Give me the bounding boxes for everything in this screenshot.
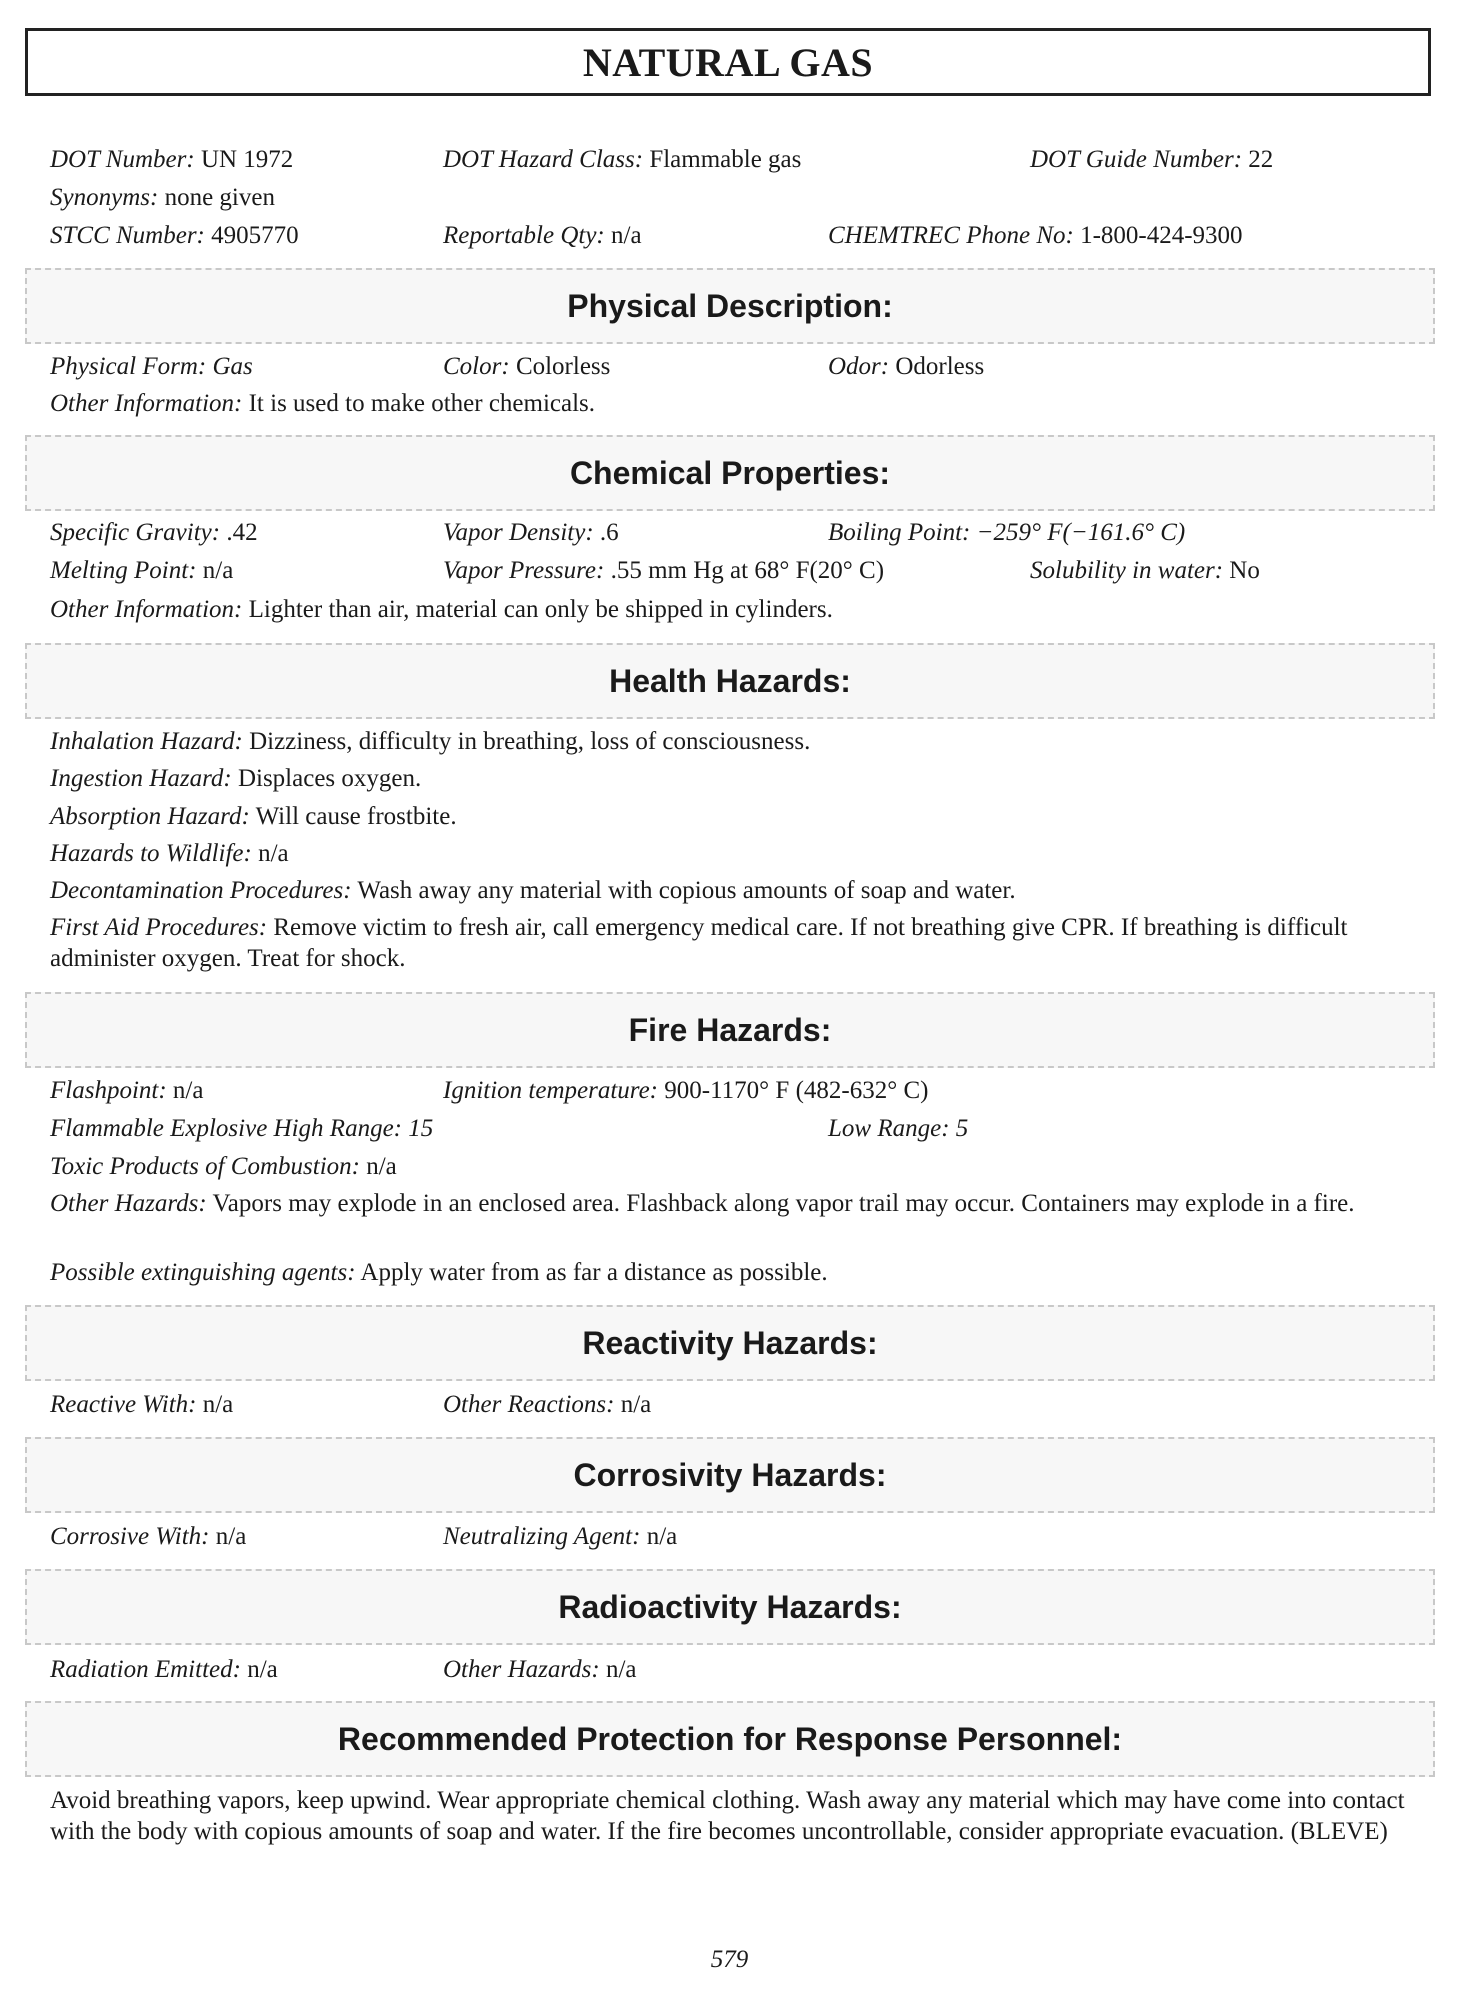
section-health-hazards: Health Hazards: bbox=[25, 643, 1435, 719]
chemtrec-phone: CHEMTREC Phone No: 1-800-424-9300 bbox=[828, 222, 1243, 249]
neutralizing-agent: Neutralizing Agent: n/a bbox=[443, 1523, 678, 1550]
section-fire-hazards: Fire Hazards: bbox=[25, 992, 1435, 1068]
solubility-in-water: Solubility in water: No bbox=[1030, 557, 1260, 584]
ignition-temperature: Ignition temperature: 900-1170° F (482-632° C) bbox=[443, 1077, 929, 1104]
protection-text: Avoid breathing vapors, keep upwind. Wear appropriate chemical clothing. Wash away any material which may have come into contact with the body with copious amounts of soap and water. If the fire becomes uncontrollable, consider appropriate evacuation. (BLEVE) bbox=[50, 1787, 1405, 1845]
dot-hazard-class: DOT Hazard Class: Flammable gas bbox=[443, 146, 802, 173]
section-radioactivity-hazards: Radioactivity Hazards: bbox=[25, 1569, 1435, 1645]
stcc-number: STCC Number: 4905770 bbox=[50, 222, 299, 249]
toxic-products-of-combustion: Toxic Products of Combustion: n/a bbox=[50, 1153, 397, 1180]
section-physical-description: Physical Description: bbox=[25, 268, 1435, 344]
title-box bbox=[25, 28, 1431, 96]
page-number: 579 bbox=[710, 1946, 749, 1973]
hazards-to-wildlife: Hazards to Wildlife: n/a bbox=[50, 840, 289, 867]
other-reactions: Other Reactions: n/a bbox=[443, 1391, 652, 1418]
section-chemical-properties: Chemical Properties: bbox=[25, 435, 1435, 511]
first-aid-procedures: First Aid Procedures: Remove victim to fresh air, call emergency medical care. If not breathing give CPR. If breathing is difficult administer oxygen. Treat for shock. bbox=[50, 914, 1348, 972]
dot-number: DOT Number: UN 1972 bbox=[50, 146, 294, 173]
odor: Odor: Odorless bbox=[828, 353, 985, 380]
flammable-low-range: Low Range: 5 bbox=[828, 1115, 969, 1142]
decontamination-procedures: Decontamination Procedures: Wash away any material with copious amounts of soap and water. bbox=[50, 877, 1016, 904]
section-reactivity-hazards: Reactivity Hazards: bbox=[25, 1305, 1435, 1381]
physical-form: Physical Form: Gas bbox=[50, 353, 253, 380]
fire-other-hazards: Other Hazards: Vapors may explode in an enclosed area. Flashback along vapor trail may occur. Containers may explode in a fire. bbox=[50, 1190, 1355, 1217]
corrosive-with: Corrosive With: n/a bbox=[50, 1523, 247, 1550]
ingestion-hazard: Ingestion Hazard: Displaces oxygen. bbox=[50, 765, 422, 792]
absorption-hazard: Absorption Hazard: Will cause frostbite. bbox=[50, 803, 457, 830]
reactive-with: Reactive With: n/a bbox=[50, 1391, 234, 1418]
synonyms: Synonyms: none given bbox=[50, 184, 275, 211]
document-title: NATURAL GAS bbox=[582, 39, 874, 85]
melting-point: Melting Point: n/a bbox=[50, 557, 234, 584]
boiling-point: Boiling Point: −259° F(−161.6° C) bbox=[828, 519, 1186, 546]
section-corrosivity-hazards: Corrosivity Hazards: bbox=[25, 1437, 1435, 1513]
possible-extinguishing-agents: Possible extinguishing agents: Apply water from as far a distance as possible. bbox=[50, 1259, 828, 1286]
vapor-density: Vapor Density: .6 bbox=[443, 519, 619, 546]
section-recommended-protection: Recommended Protection for Response Personnel: bbox=[25, 1701, 1435, 1777]
chemical-other-information: Other Information: Lighter than air, material can only be shipped in cylinders. bbox=[50, 596, 833, 623]
inhalation-hazard: Inhalation Hazard: Dizziness, difficulty in breathing, loss of consciousness. bbox=[50, 728, 811, 755]
specific-gravity: Specific Gravity: .42 bbox=[50, 519, 258, 546]
vapor-pressure: Vapor Pressure: .55 mm Hg at 68° F(20° C) bbox=[443, 557, 885, 584]
radiation-emitted: Radiation Emitted: n/a bbox=[50, 1656, 278, 1683]
flammable-high-range: Flammable Explosive High Range: 15 bbox=[50, 1115, 434, 1142]
dot-guide-number: DOT Guide Number: 22 bbox=[1030, 146, 1274, 173]
radioactivity-other-hazards: Other Hazards: n/a bbox=[443, 1656, 637, 1683]
flashpoint: Flashpoint: n/a bbox=[50, 1077, 204, 1104]
reportable-qty: Reportable Qty: n/a bbox=[443, 222, 642, 249]
color: Color: Colorless bbox=[443, 353, 611, 380]
physical-other-information: Other Information: It is used to make other chemicals. bbox=[50, 390, 596, 417]
